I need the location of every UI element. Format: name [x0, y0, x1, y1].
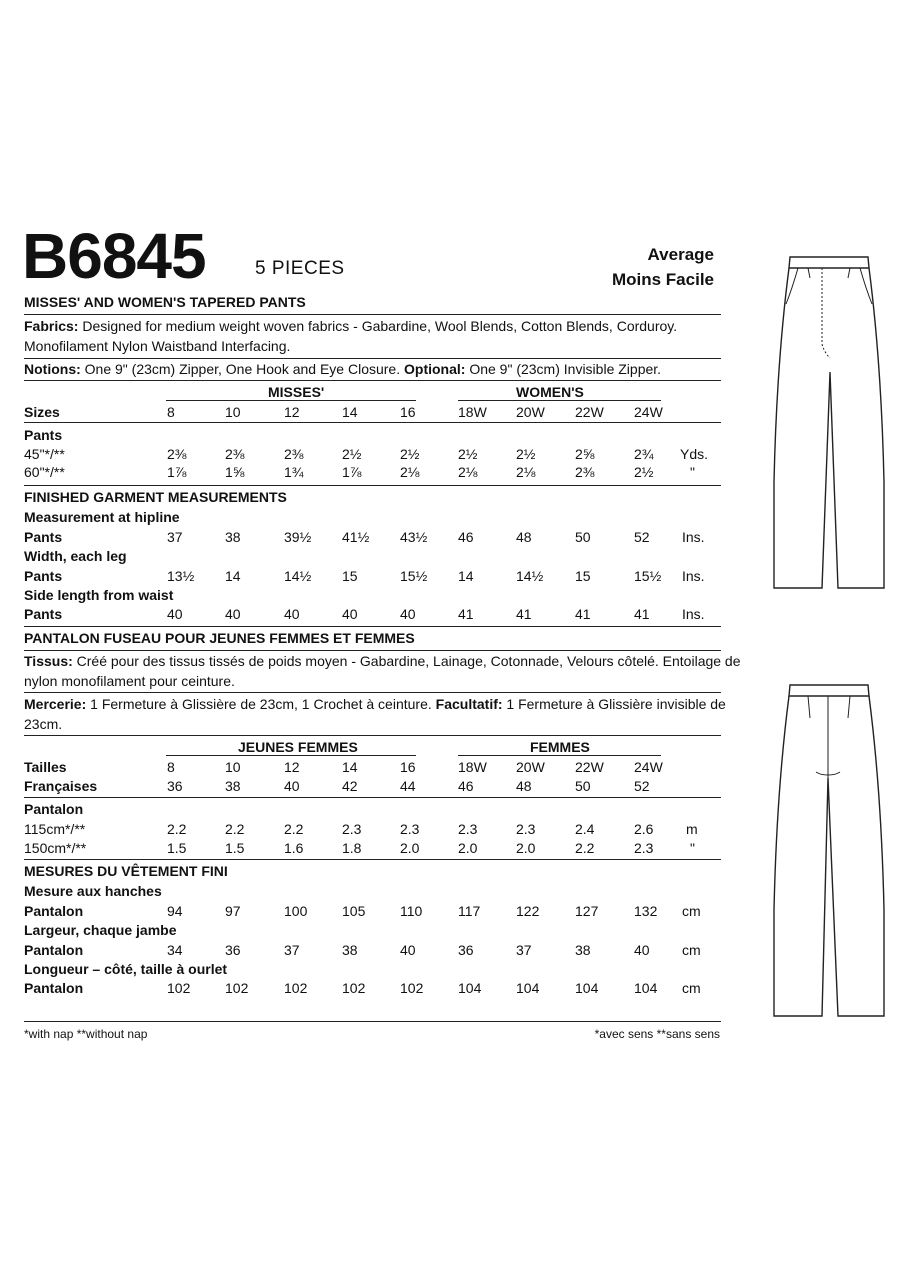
cell-value: 12: [284, 404, 300, 420]
title-en: MISSES' AND WOMEN'S TAPERED PANTS: [24, 294, 306, 310]
divider: [24, 380, 721, 381]
hanches-title: Mesure aux hanches: [24, 883, 162, 899]
tissus-label: Tissus:: [24, 653, 73, 669]
hanches-pantalon-label: Pantalon: [24, 903, 84, 919]
cell-value: 2.0: [400, 840, 420, 856]
difficulty-en: Average: [647, 245, 714, 264]
cell-value: 42: [342, 778, 358, 794]
cell-value: 14: [225, 568, 241, 584]
cell-value: 20W: [516, 404, 545, 420]
divider: [24, 422, 721, 423]
group-jeunes-femmes: JEUNES FEMMES: [238, 739, 358, 755]
cell-value: 1.5: [167, 840, 187, 856]
tissus-line-1: [24, 653, 741, 669]
hipline-title: Measurement at hipline: [24, 509, 180, 525]
cell-value: 36: [167, 778, 183, 794]
cell-value: 2⅜: [575, 464, 595, 480]
cell-value: 2.3: [342, 821, 362, 837]
cell-value: 36: [458, 942, 474, 958]
divider: [24, 859, 721, 860]
cell-value: 50: [575, 529, 591, 545]
cell-value: 40: [225, 606, 241, 622]
cell-value: 41: [575, 606, 591, 622]
cell-value: 10: [225, 759, 241, 775]
cell-value: 2⅜: [167, 446, 187, 462]
cell-value: 14½: [284, 568, 312, 584]
divider: [24, 797, 721, 798]
cell-value: 39½: [284, 529, 312, 545]
cell-value: 22W: [575, 759, 604, 775]
pants-back-drawing: [768, 680, 892, 1020]
cell-value: 38: [225, 778, 241, 794]
cell-value: 1.5: [225, 840, 245, 856]
mesures-heading: MESURES DU VÊTEMENT FINI: [24, 863, 228, 879]
cell-value: 2.0: [516, 840, 536, 856]
cell-value: 2½: [516, 446, 536, 462]
cell-value: 16: [400, 404, 416, 420]
longueur-title: Longueur – côté, taille à ourlet: [24, 961, 228, 977]
cell-value: 16: [400, 759, 416, 775]
cell-value: 94: [167, 903, 183, 919]
cell-value: 2.6: [634, 821, 654, 837]
cell-value: 122: [516, 903, 540, 919]
cell-value: 48: [516, 778, 532, 794]
cell-value: 14½: [516, 568, 544, 584]
cell-value: 2.3: [516, 821, 536, 837]
largeur-unit: cm: [682, 942, 701, 958]
tissus-text: Créé pour des tissus tissés de poids moyen - Gabardine, Lainage, Cotonnade, Velours côtelé. Entoilage de: [76, 653, 741, 669]
metrage-115-label: 115cm*/**: [24, 821, 86, 837]
cell-value: 1⅝: [225, 464, 245, 480]
cell-value: 104: [575, 980, 599, 996]
facultatif-label: Facultatif:: [435, 696, 503, 712]
yardage-45-label: 45"*/**: [24, 446, 65, 462]
cell-value: 40: [284, 606, 300, 622]
divider: [24, 1021, 721, 1022]
cell-value: 2.3: [400, 821, 420, 837]
group-underline: [166, 400, 416, 401]
cell-value: 37: [284, 942, 300, 958]
cell-value: 41½: [342, 529, 370, 545]
optional-label: Optional:: [404, 361, 466, 377]
cell-value: 1⅞: [167, 464, 187, 480]
cell-value: 40: [400, 942, 416, 958]
nap-legend-fr: *avec sens **sans sens: [594, 1027, 720, 1041]
cell-value: 1⅞: [342, 464, 362, 480]
cell-value: 2⅛: [516, 464, 536, 480]
cell-value: 2⅜: [284, 446, 304, 462]
cell-value: 15: [342, 568, 358, 584]
cell-value: 18W: [458, 404, 487, 420]
divider: [24, 358, 721, 359]
cell-value: 100: [284, 903, 308, 919]
cell-value: 14: [458, 568, 474, 584]
group-femmes: FEMMES: [530, 739, 590, 755]
cell-value: 2.4: [575, 821, 595, 837]
cell-value: 22W: [575, 404, 604, 420]
cell-value: 48: [516, 529, 532, 545]
side-length-pants-label: Pants: [24, 606, 63, 622]
fabrics-line-2: Monofilament Nylon Waistband Interfacing.: [24, 338, 291, 354]
divider: [24, 692, 721, 693]
cell-value: 52: [634, 778, 650, 794]
cell-value: 104: [458, 980, 482, 996]
cell-value: 2⅝: [575, 446, 595, 462]
hipline-unit: Ins.: [682, 529, 705, 545]
cell-value: 12: [284, 759, 300, 775]
cell-value: 2.0: [458, 840, 478, 856]
optional-text: One 9" (23cm) Invisible Zipper.: [469, 361, 662, 377]
cell-value: 50: [575, 778, 591, 794]
cell-value: 2⅜: [225, 446, 245, 462]
mercerie-label: Mercerie:: [24, 696, 87, 712]
cell-value: 102: [342, 980, 366, 996]
pants-label: Pants: [24, 427, 63, 443]
cell-value: 2.2: [225, 821, 245, 837]
cell-value: 15½: [634, 568, 662, 584]
width-pants-label: Pants: [24, 568, 63, 584]
divider: [24, 626, 721, 627]
cell-value: 104: [634, 980, 658, 996]
cell-value: 36: [225, 942, 241, 958]
cell-value: 1.6: [284, 840, 304, 856]
cell-value: 14: [342, 404, 358, 420]
cell-value: 104: [516, 980, 540, 996]
cell-value: 15: [575, 568, 591, 584]
mercerie-text: 1 Fermeture à Glissière de 23cm, 1 Crochet à ceinture.: [90, 696, 432, 712]
cell-value: 127: [575, 903, 599, 919]
cell-value: 2.2: [575, 840, 595, 856]
cell-value: 8: [167, 404, 175, 420]
cell-value: 102: [400, 980, 424, 996]
group-women: WOMEN'S: [516, 384, 584, 400]
side-length-unit: Ins.: [682, 606, 705, 622]
yardage-unit: ": [690, 464, 695, 480]
cell-value: 1¾: [284, 464, 304, 480]
cell-value: 102: [225, 980, 249, 996]
cell-value: 1.8: [342, 840, 362, 856]
cell-value: 40: [284, 778, 300, 794]
largeur-title: Largeur, chaque jambe: [24, 922, 177, 938]
cell-value: 18W: [458, 759, 487, 775]
cell-value: 102: [167, 980, 191, 996]
cell-value: 117: [458, 903, 481, 919]
pantalon-label: Pantalon: [24, 801, 84, 817]
cell-value: 40: [342, 606, 358, 622]
cell-value: 41: [516, 606, 532, 622]
yardage-60-label: 60"*/**: [24, 464, 65, 480]
cell-value: 14: [342, 759, 358, 775]
difficulty-fr: Moins Facile: [611, 270, 714, 289]
metrage-150-label: 150cm*/**: [24, 840, 87, 856]
metrage-unit: ": [690, 840, 695, 856]
fabrics-label: Fabrics:: [24, 318, 79, 334]
cell-value: 2½: [400, 446, 420, 462]
cell-value: 38: [225, 529, 241, 545]
pattern-number: B6845: [22, 220, 206, 292]
cell-value: 24W: [634, 759, 663, 775]
pants-front-drawing: [768, 252, 892, 592]
group-underline: [458, 755, 661, 756]
cell-value: 15½: [400, 568, 428, 584]
cell-value: 40: [634, 942, 650, 958]
pieces-count: 5 PIECES: [255, 258, 345, 279]
cell-value: 132: [634, 903, 658, 919]
cell-value: 2⅛: [400, 464, 420, 480]
cell-value: 97: [225, 903, 241, 919]
cell-value: 44: [400, 778, 416, 794]
mercerie-line-1: [24, 696, 726, 712]
cell-value: 38: [575, 942, 591, 958]
cell-value: 52: [634, 529, 650, 545]
cell-value: 105: [342, 903, 366, 919]
finished-measurements-heading: FINISHED GARMENT MEASUREMENTS: [24, 489, 287, 505]
divider: [24, 735, 721, 736]
cell-value: 46: [458, 778, 474, 794]
cell-value: 2½: [458, 446, 478, 462]
metrage-unit: m: [686, 821, 698, 837]
cell-value: 2⅛: [458, 464, 478, 480]
notions-label: Notions:: [24, 361, 81, 377]
cell-value: 37: [167, 529, 183, 545]
mercerie-line-2: 23cm.: [24, 716, 63, 732]
cell-value: 8: [167, 759, 175, 775]
cell-value: 2¾: [634, 446, 654, 462]
hanches-unit: cm: [682, 903, 701, 919]
notions-line: [24, 361, 661, 377]
width-title: Width, each leg: [24, 548, 127, 564]
cell-value: 2½: [342, 446, 362, 462]
cell-value: 41: [634, 606, 650, 622]
cell-value: 46: [458, 529, 474, 545]
fabrics-text: Designed for medium weight woven fabrics - Gabardine, Wool Blends, Cotton Blends, Corduroy.: [82, 318, 678, 334]
nap-legend-en: *with nap **without nap: [24, 1027, 148, 1041]
notions-text: One 9" (23cm) Zipper, One Hook and Eye Closure.: [84, 361, 401, 377]
sizes-label: Sizes: [24, 404, 60, 420]
cell-value: 43½: [400, 529, 428, 545]
divider: [24, 650, 721, 651]
longueur-pantalon-label: Pantalon: [24, 980, 84, 996]
cell-value: 110: [400, 903, 423, 919]
largeur-pantalon-label: Pantalon: [24, 942, 84, 958]
cell-value: 34: [167, 942, 183, 958]
group-underline: [458, 400, 661, 401]
title-fr: PANTALON FUSEAU POUR JEUNES FEMMES ET FEMMES: [24, 630, 415, 646]
divider: [24, 485, 721, 486]
cell-value: 13½: [167, 568, 195, 584]
cell-value: 10: [225, 404, 241, 420]
cell-value: 38: [342, 942, 358, 958]
group-misses: MISSES': [268, 384, 325, 400]
side-length-title: Side length from waist: [24, 587, 174, 603]
facultatif-text: 1 Fermeture à Glissière invisible de: [506, 696, 726, 712]
cell-value: 37: [516, 942, 532, 958]
tailles-label: Tailles: [24, 759, 67, 775]
hipline-pants-label: Pants: [24, 529, 63, 545]
cell-value: 40: [167, 606, 183, 622]
tissus-line-2: nylon monofilament pour ceinture.: [24, 673, 235, 689]
cell-value: 2.2: [284, 821, 304, 837]
cell-value: 102: [284, 980, 308, 996]
fabrics-line-1: [24, 318, 677, 334]
cell-value: 24W: [634, 404, 663, 420]
yardage-unit: Yds.: [680, 446, 709, 462]
cell-value: 41: [458, 606, 474, 622]
width-unit: Ins.: [682, 568, 705, 584]
cell-value: 20W: [516, 759, 545, 775]
longueur-unit: cm: [682, 980, 701, 996]
cell-value: 40: [400, 606, 416, 622]
cell-value: 2.3: [458, 821, 478, 837]
cell-value: 2½: [634, 464, 654, 480]
cell-value: 2.2: [167, 821, 187, 837]
divider: [24, 314, 721, 315]
cell-value: 2.3: [634, 840, 654, 856]
group-underline: [166, 755, 416, 756]
francaises-label: Françaises: [24, 778, 98, 794]
